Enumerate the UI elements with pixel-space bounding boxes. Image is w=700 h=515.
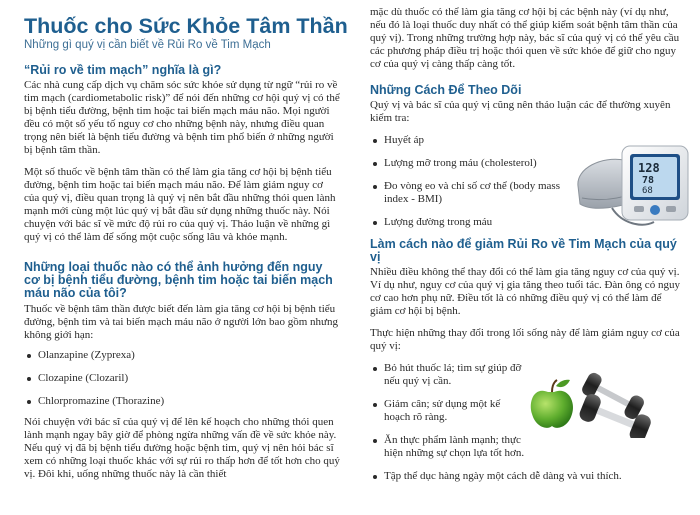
left-column <box>24 0 348 481</box>
paragraph-risk-definition: Các nhà cung cấp dịch vụ chăm sóc sức khỏe sử dụng từ ngữ “rủi ro về tim mạch (cardiometabolic risk)” để nói đến những cơ hội quý vị có thể bị bệnh tiểu đường, bệnh tim hoặc tai biến mạch máu não. Mọi người đều có một số yếu tố nguy cơ cho những bệnh này, nhưng điều quan trọng nên biết là bệnh tiểu đường và bệnh tim phổ biến ở những người bị bệnh tâm thần. <box>24 79 340 156</box>
list-item-check: Huyết áp <box>370 134 560 147</box>
list-item-lifestyle: Giảm cân; sử dụng một kế hoạch rõ ràng. <box>370 398 512 424</box>
paragraph-medications-intro: Thuốc về bệnh tâm thần được biết đến làm gia tăng cơ hội bị bệnh tiểu đường, bệnh tim và tai biến mạch máu não ở người lớn bao gồm nhưng không giới hạn: <box>24 303 338 341</box>
paragraph-medication-risk: Một số thuốc về bệnh tâm thần có thể làm gia tăng cơ hội bị bệnh tiểu đường, bệnh tim hoặc tai biến mạch máu não. Để làm giảm nguy cơ của quý vị, điều quan trọng là quý vị nên bắt đầu những thói quen lành mạnh mới cùng một lúc quý vị bắt đầu sử dụng những thuốc này. Nói chuyện với bác sĩ về mức độ rủi ro của quý vị. Thảo luận về những gì quý vị có thể làm để sống một cuộc sống lâu và khỏe mạnh. <box>24 166 336 243</box>
monitor-reading-systolic: 128 <box>638 161 660 175</box>
page-title: Thuốc cho Sức Khỏe Tâm Thần <box>24 14 348 38</box>
list-item-drug: Olanzapine (Zyprexa) <box>24 349 340 362</box>
paragraph-unchangeable-factors: Nhiều điều không thể thay đổi có thể làm gia tăng nguy cơ của quý vị. Ví dụ như, nguy cơ của quý vị gia tăng theo tuổi tác. Đàn ông có nguy cơ cao hơn phụ nữ. Điều tốt là có những điều quý vị có thể làm để giảm cơ hội bị bệnh. <box>370 266 680 317</box>
list-item-check: Lượng mỡ trong máu (cholesterol) <box>370 157 560 170</box>
list-item-drug: Clozapine (Clozaril) <box>24 372 340 385</box>
page-subtitle: Những gì quý vị cần biết về Rủi Ro về Tim Mạch <box>24 39 271 51</box>
section-heading-reduce-risk: Làm cách nào để giảm Rủi Ro về Tim Mạch của quý vị <box>370 237 677 264</box>
paragraph-continued: mặc dù thuốc có thể làm gia tăng cơ hội bị các bệnh này (ví dụ như, nếu đó là loại thuốc duy nhất có thể giúp kiểm soát bệnh tâm thần của quý vị). Trong những trường hợp này, bác sĩ của quý vị có thể yêu cầu các phương pháp điều trị hoặc thói quen về sức khỏe để giữ cho nguy cơ của quý vị càng thấp càng tốt. <box>370 6 680 70</box>
list-item-lifestyle: Bỏ hút thuốc lá; tìm sự giúp đỡ nếu quý vị cần. <box>370 362 534 388</box>
blood-pressure-monitor-icon <box>572 138 694 234</box>
section-heading-medications: Những loại thuốc nào có thể ảnh hưởng đến nguy cơ bị bệnh tiểu đường, bệnh tim hoặc tai biến mạch máu não của tôi? <box>24 260 333 300</box>
list-item-check: Đo vòng eo và chỉ số cơ thể (body mass index - BMI) <box>370 180 560 206</box>
list-item-lifestyle: Tập thể dục hàng ngày một cách dễ dàng và vui thích. <box>370 470 682 483</box>
apple-dumbbell-icon <box>526 362 676 438</box>
monitoring-list <box>370 134 560 229</box>
list-item-drug: Chlorpromazine (Thorazine) <box>24 395 340 408</box>
paragraph-monitoring-intro: Quý vị và bác sĩ của quý vị cũng nên thảo luận các để thường xuyên kiểm tra: <box>370 99 671 124</box>
apple-dumbbells-image <box>526 362 676 438</box>
list-item-lifestyle: Ăn thực phẩm lành mạnh; thực hiện những sự chọn lựa tốt hơn. <box>370 434 534 460</box>
medication-list <box>24 349 340 408</box>
blood-pressure-monitor-image <box>572 138 694 234</box>
monitor-reading-pulse: 68 <box>642 186 653 196</box>
paragraph-lifestyle-changes: Thực hiện những thay đổi trong lối sống này để làm giảm nguy cơ của quý vị: <box>370 327 680 352</box>
list-item-check: Lượng đường trong máu <box>370 216 560 229</box>
monitor-reading-diastolic: 78 <box>642 175 655 186</box>
section-heading-monitoring: Những Cách Để Theo Dõi <box>370 83 522 97</box>
section-heading-cardiometabolic-risk: “Rủi ro về tim mạch” nghĩa là gì? <box>24 63 222 77</box>
paragraph-talk-to-doctor: Nói chuyện với bác sĩ của quý vị để lên kế hoạch cho những thói quen lành mạnh ngay bây giờ để phòng ngừa những vấn đề về sức khỏe này. Nếu quý vị đã bị bệnh tiểu đường hoặc bệnh tim, quý vị nên hỏi bác sĩ xem có những loại thuốc khác với sự rủi ro thấp hơn để tốt hơn cho quý vị. Đôi khi, uống những thuốc này là cần thiết <box>24 416 340 480</box>
